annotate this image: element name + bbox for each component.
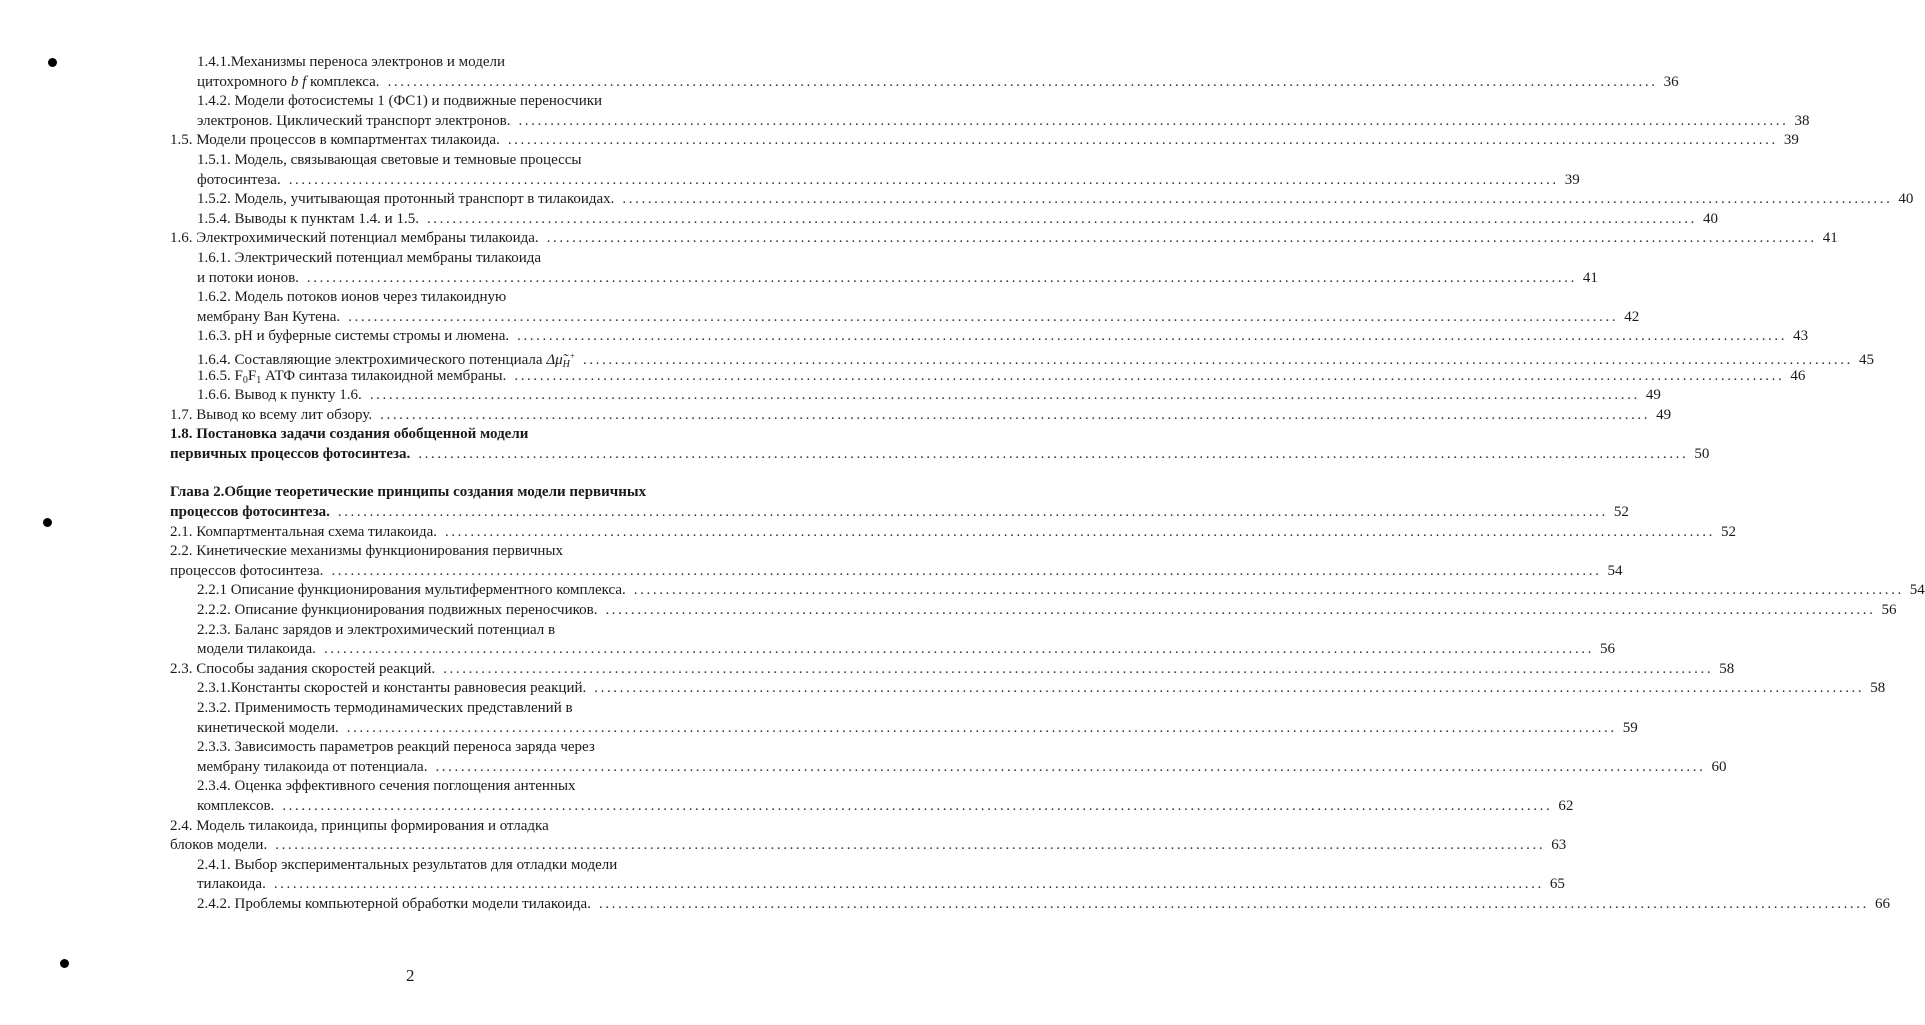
- title-fragment: модели тилакоида.: [197, 641, 316, 658]
- toc-entry-title: [197, 386, 362, 406]
- toc-entry-title: [197, 581, 626, 601]
- toc-entry-title: [170, 523, 437, 543]
- toc-entry-title: [197, 288, 506, 308]
- toc-entry-title: [197, 699, 573, 719]
- toc-entry-title: [197, 719, 339, 739]
- leader-dots: ........................................................................................................................................................................................................: [282, 797, 1553, 814]
- toc-page-number: 54: [1909, 582, 1925, 599]
- toc-page-number: 39: [1564, 171, 1580, 188]
- toc-line: [0, 327, 1809, 347]
- title-fragment: 2.2. Кинетические механизмы функционирования первичных: [170, 543, 563, 560]
- toc-entry-title: [197, 797, 274, 817]
- toc-entry-title: [170, 229, 539, 249]
- title-fragment: 2.3.3. Зависимость параметров реакций переноса заряда через: [197, 739, 595, 756]
- title-fragment: 2.1. Компартментальная схема тилакоида.: [170, 523, 437, 540]
- toc-page-number: 38: [1794, 112, 1810, 129]
- title-fragment: 1.6.3. pH и буферные системы стромы и люмена.: [197, 328, 510, 345]
- toc-line: [0, 640, 1615, 660]
- leader-dots: ........................................................................................................................................................................................................: [426, 210, 1697, 227]
- leader-dots: ........................................................................................................................................................................................................: [369, 387, 1640, 404]
- toc-entry-title: [197, 621, 555, 641]
- toc-page-number: 62: [1558, 797, 1574, 814]
- toc-line: [0, 210, 1718, 230]
- title-fragment: 1.5.4. Выводы к пунктам 1.4. и 1.5.: [197, 210, 419, 227]
- title-fragment: мембрану Ван Кутена.: [197, 308, 341, 325]
- title-fragment: 2.3.1.Константы скоростей и константы равновесия реакций.: [197, 680, 587, 697]
- toc-entry-title: [197, 601, 597, 621]
- scan-hole-mark: [60, 959, 69, 968]
- leader-dots: ........................................................................................................................................................................................................: [546, 230, 1817, 247]
- leader-dots: ........................................................................................................................................................................................................: [273, 876, 1544, 893]
- toc-line: [0, 73, 1679, 93]
- toc-entry-title: [197, 308, 340, 328]
- leader-dots: ........................................................................................................................................................................................................: [387, 73, 1658, 90]
- toc-entry-title: [197, 738, 595, 758]
- title-fragment: процессов фотосинтеза.: [170, 562, 324, 579]
- toc-entry-title: [170, 425, 528, 445]
- toc-page-number: 66: [1874, 895, 1890, 912]
- title-fragment: 2.3. Способы задания скоростей реакций.: [170, 660, 436, 677]
- toc-page-number: 49: [1656, 406, 1672, 423]
- title-fragment: 1.7. Вывод ко всему лит обзору.: [170, 406, 373, 423]
- title-fragment: 1.5.1. Модель, связывающая световые и темновые процессы: [197, 151, 582, 168]
- toc-line: [0, 601, 1897, 621]
- title-fragment: b f: [290, 73, 307, 90]
- toc-entry-title: [170, 503, 330, 523]
- toc-line: [0, 151, 712, 171]
- toc-entry-title: [197, 73, 380, 93]
- title-fragment: первичных процессов фотосинтеза.: [170, 445, 411, 462]
- toc-line: [0, 777, 712, 797]
- title-fragment: тилакоида.: [197, 876, 266, 893]
- toc-line: [0, 621, 712, 641]
- toc-line: [0, 523, 1736, 543]
- title-fragment: 1.8. Постановка задачи создания обобщенной модели: [170, 426, 529, 443]
- toc-page-number: 54: [1607, 562, 1623, 579]
- title-fragment: 1.5.2. Модель, учитывающая протонный транспорт в тилакоидах.: [197, 191, 615, 208]
- toc-entry-title: [170, 483, 646, 503]
- title-fragment: +: [569, 350, 575, 361]
- leader-dots: ........................................................................................................................................................................................................: [443, 660, 1714, 677]
- title-fragment: блоков модели.: [170, 837, 268, 854]
- toc-entry-title: [170, 817, 549, 837]
- leader-dots: ........................................................................................................................................................................................................: [337, 504, 1608, 521]
- title-fragment: 1.4.1.Механизмы переноса электронов и модели: [197, 54, 506, 70]
- leader-dots: ........................................................................................................................................................................................................: [435, 758, 1706, 775]
- toc-page-number: 52: [1613, 504, 1629, 521]
- leader-dots: ........................................................................................................................................................................................................: [594, 680, 1865, 697]
- toc-entry-title: [197, 190, 614, 210]
- toc-entry-title: [170, 660, 435, 680]
- leader-dots: ........................................................................................................................................................................................................: [514, 367, 1785, 384]
- leader-dots: ........................................................................................................................................................................................................: [323, 641, 1594, 658]
- toc-entry-title: [197, 679, 586, 699]
- title-fragment: фотосинтеза.: [197, 171, 281, 188]
- title-fragment: 2.4. Модель тилакоида, принципы формирования и отладка: [170, 817, 549, 834]
- leader-dots: ........................................................................................................................................................................................................: [622, 191, 1893, 208]
- title-fragment: электронов. Циклический транспорт электронов.: [197, 112, 511, 129]
- toc-line: [0, 131, 1799, 151]
- toc-line: [0, 425, 712, 445]
- toc-line: [0, 738, 712, 758]
- toc-line: [0, 112, 1810, 132]
- leader-dots: ........................................................................................................................................................................................................: [348, 308, 1619, 325]
- title-fragment: 1: [256, 374, 262, 386]
- title-fragment: F: [247, 367, 257, 384]
- toc-line: [0, 503, 1629, 523]
- title-fragment: комплексов.: [197, 797, 275, 814]
- toc-page-number: 56: [1599, 641, 1615, 658]
- title-fragment: 1.6.5. F: [197, 367, 243, 384]
- title-fragment: мембрану тилакоида от потенциала.: [197, 758, 428, 775]
- title-fragment: 1.6.6. Вывод к пункту 1.6.: [197, 387, 362, 404]
- toc-line: [0, 895, 1890, 915]
- toc-entry-title: [197, 53, 505, 73]
- toc-line: [0, 581, 1925, 601]
- toc-page-number: 36: [1663, 73, 1679, 90]
- leader-dots: ........................................................................................................................................................................................................: [582, 351, 1853, 368]
- toc-page-number: 39: [1783, 132, 1799, 149]
- leader-dots: ........................................................................................................................................................................................................: [306, 269, 1577, 286]
- toc-line: [0, 229, 1838, 249]
- toc-entry-title: [197, 758, 427, 778]
- title-fragment: и потоки ионов.: [197, 269, 299, 286]
- toc-line: [0, 856, 712, 876]
- toc-entry-title: [170, 836, 267, 856]
- title-fragment: 1.6.1. Электрический потенциал мембраны тилакоида: [197, 249, 542, 266]
- toc-line: [0, 699, 712, 719]
- leader-dots: ........................................................................................................................................................................................................: [518, 112, 1789, 129]
- toc-line: [0, 445, 1710, 465]
- toc-entry-title: [197, 269, 299, 289]
- toc-entry-title: [170, 445, 410, 465]
- leader-dots: ........................................................................................................................................................................................................: [598, 895, 1869, 912]
- toc-entry-title: [197, 112, 510, 132]
- toc-line: [0, 249, 712, 269]
- toc-line: [0, 92, 712, 112]
- toc-line: [0, 542, 712, 562]
- toc-entry-title: [197, 777, 576, 797]
- toc-entry-title: [170, 131, 500, 151]
- toc-entry-title: [197, 151, 582, 171]
- title-fragment: 1.6. Электрохимический потенциал мембраны тилакоида.: [170, 230, 539, 247]
- title-fragment: кинетической модели.: [197, 719, 339, 736]
- title-fragment: Глава 2.Общие теоретические принципы создания модели первичных: [170, 484, 647, 501]
- toc-line: [0, 483, 712, 503]
- title-fragment: 2.2.1 Описание функционирования мультиферментного комплекса.: [197, 582, 626, 599]
- toc-line: [0, 406, 1672, 426]
- toc-page-number: 40: [1898, 191, 1914, 208]
- toc-line: [0, 836, 1567, 856]
- leader-dots: ........................................................................................................................................................................................................: [275, 837, 1546, 854]
- leader-dots: ........................................................................................................................................................................................................: [346, 719, 1617, 736]
- toc-entry-title: [197, 895, 591, 915]
- toc-page-number: 43: [1793, 328, 1809, 345]
- leader-dots: ........................................................................................................................................................................................................: [288, 171, 1559, 188]
- toc-page-number: 45: [1858, 351, 1874, 368]
- title-fragment: процессов фотосинтеза.: [170, 504, 330, 521]
- toc-page-number: 52: [1720, 523, 1736, 540]
- toc-line: [0, 660, 1735, 680]
- title-fragment: H: [562, 358, 570, 370]
- toc-page-number: 46: [1790, 367, 1806, 384]
- leader-dots: ........................................................................................................................................................................................................: [380, 406, 1651, 423]
- title-fragment: 0: [242, 374, 248, 386]
- leader-dots: ........................................................................................................................................................................................................: [517, 328, 1788, 345]
- toc-line: [0, 190, 1914, 210]
- toc-page-number: 50: [1694, 445, 1710, 462]
- page-number: 2: [406, 966, 415, 985]
- toc-entry-title: [197, 92, 602, 112]
- toc-entry-title: [197, 249, 541, 269]
- title-fragment: 2.2.3. Баланс зарядов и электрохимический потенциал в: [197, 621, 556, 638]
- title-fragment: 1.6.4. Составляющие электрохимического потенциала: [197, 351, 547, 368]
- leader-dots: ........................................................................................................................................................................................................: [507, 132, 1778, 149]
- toc-line: [0, 562, 1623, 582]
- toc-entry-title: [197, 171, 281, 191]
- title-fragment: 1.6.2. Модель потоков ионов через тилакоидную: [197, 289, 507, 306]
- toc-line: [0, 347, 1874, 370]
- title-fragment: 2.2.2. Описание функционирования подвижных переносчиков.: [197, 602, 598, 619]
- toc-page-number: 42: [1624, 308, 1640, 325]
- toc-page-number: 41: [1822, 230, 1838, 247]
- toc-line: [0, 797, 1574, 817]
- toc-entry-title: [170, 562, 323, 582]
- toc-entry-title: [170, 542, 563, 562]
- table-of-contents: [0, 53, 1925, 915]
- toc-line: [0, 308, 1640, 328]
- title-fragment: 2.4.2. Проблемы компьютерной обработки модели тилакоида.: [197, 895, 591, 912]
- toc-entry-title: [197, 327, 509, 347]
- leader-dots: ........................................................................................................................................................................................................: [605, 602, 1876, 619]
- title-fragment: 1.5. Модели процессов в компартментах тилакоида.: [170, 132, 500, 149]
- toc-line: [0, 719, 1638, 739]
- toc-line: [0, 758, 1727, 778]
- toc-page-number: 58: [1870, 680, 1886, 697]
- toc-page-number: 56: [1881, 602, 1897, 619]
- toc-page-number: 41: [1582, 269, 1598, 286]
- title-fragment: 2.3.2. Применимость термодинамических представлений в: [197, 700, 573, 716]
- toc-line: [0, 679, 1886, 699]
- title-fragment: АТФ синтаза тилакоидной мембраны.: [261, 367, 507, 384]
- toc-line: [0, 269, 1598, 289]
- toc-page-number: 40: [1702, 210, 1718, 227]
- toc-page-number: 63: [1551, 837, 1567, 854]
- toc-line: [0, 288, 712, 308]
- leader-dots: ........................................................................................................................................................................................................: [633, 582, 1904, 599]
- toc-entry-title: [197, 875, 266, 895]
- toc-line: [0, 367, 1806, 387]
- leader-dots: ........................................................................................................................................................................................................: [444, 523, 1715, 540]
- title-fragment: Δμ̃: [546, 351, 563, 368]
- title-fragment: 1.4.2. Модели фотосистемы 1 (ФС1) и подвижные переносчики: [197, 93, 603, 110]
- toc-page-number: 58: [1719, 660, 1735, 677]
- toc-page-number: 49: [1645, 387, 1661, 404]
- toc-entry-title: [170, 406, 372, 426]
- toc-entry-title: [197, 210, 419, 230]
- leader-dots: ........................................................................................................................................................................................................: [418, 445, 1689, 462]
- title-fragment: 2.3.4. Оценка эффективного сечения поглощения антенных: [197, 778, 576, 795]
- title-fragment: комплекса.: [306, 73, 380, 90]
- toc-line: [0, 817, 712, 837]
- toc-line: [0, 875, 1565, 895]
- toc-page-number: 59: [1622, 719, 1638, 736]
- title-fragment: цитохромного: [197, 73, 291, 90]
- toc-page-number: 65: [1549, 876, 1565, 893]
- toc-entry-title: [197, 640, 316, 660]
- toc-line: [0, 386, 1661, 406]
- toc-page-number: 60: [1711, 758, 1727, 775]
- toc-line: [0, 171, 1580, 191]
- leader-dots: ........................................................................................................................................................................................................: [331, 562, 1602, 579]
- toc-entry-title: [197, 856, 617, 876]
- title-fragment: 2.4.1. Выбор экспериментальных результатов для отладки модели: [197, 856, 618, 873]
- toc-line: [0, 53, 712, 73]
